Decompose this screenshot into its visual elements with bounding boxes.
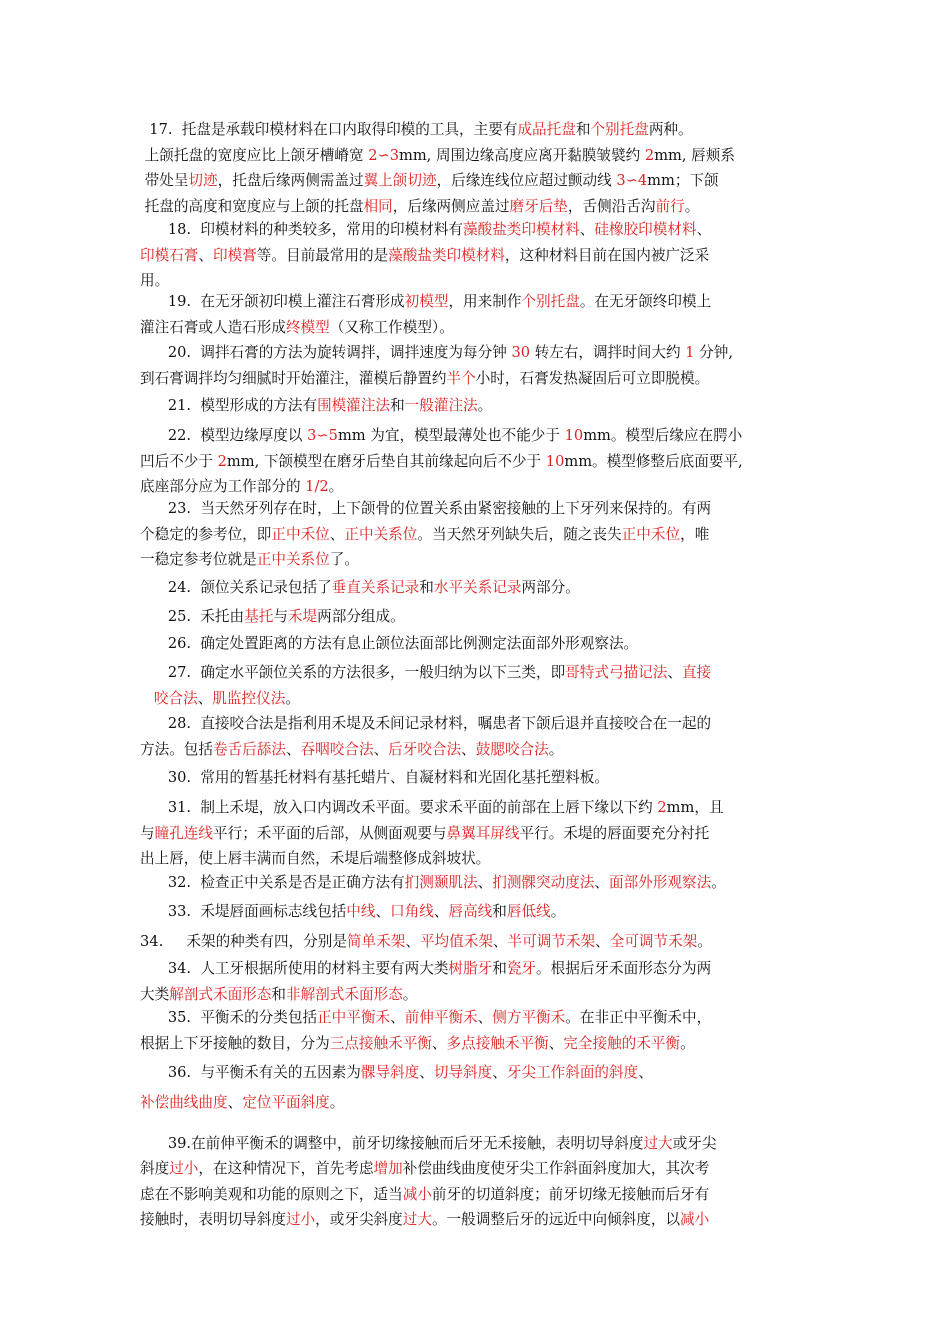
text-run: 小时，石膏发热凝固后可立即脱模。 bbox=[475, 369, 710, 387]
paragraph-p24 bbox=[140, 575, 812, 601]
highlighted-term: 围模灌注法 bbox=[317, 397, 391, 414]
highlighted-term: 唇低线 bbox=[506, 903, 551, 920]
text-line bbox=[140, 604, 812, 630]
text-line bbox=[140, 660, 812, 686]
text-line bbox=[140, 765, 812, 791]
highlighted-term: 相同 bbox=[363, 197, 393, 215]
highlighted-term: 切迹 bbox=[188, 172, 218, 189]
highlighted-term: 扪测颞肌法 bbox=[404, 874, 478, 891]
text-run: 方法。包括 bbox=[140, 740, 213, 758]
highlighted-term: 直接 bbox=[681, 664, 712, 681]
text-run: 、 bbox=[433, 903, 449, 920]
text-run: 、 bbox=[477, 1009, 493, 1026]
highlighted-term: 正中禾位 bbox=[621, 525, 681, 543]
highlighted-term: 切导斜度 bbox=[433, 1064, 493, 1081]
text-line bbox=[140, 393, 812, 419]
text-run: 、 bbox=[696, 221, 712, 238]
text-run: 、 bbox=[198, 246, 213, 264]
text-run: 了。 bbox=[329, 551, 359, 568]
highlighted-term: 禾 bbox=[300, 525, 316, 543]
text-run: ，舌侧沿舌沟 bbox=[567, 197, 656, 215]
text-run: mm, 周围边缘高度应离开黏膜皱襞约 bbox=[399, 146, 645, 164]
text-line bbox=[140, 899, 812, 925]
text-run: 一稳定参考位就是 bbox=[140, 551, 257, 568]
highlighted-term: 前伸平衡禾 bbox=[404, 1009, 478, 1026]
text-run: 灌注石膏或人造石形成 bbox=[140, 318, 286, 336]
text-run: 18. 印模材料的种类较多，常用的印模材料有 bbox=[140, 221, 464, 238]
highlighted-term: 2 bbox=[644, 146, 655, 164]
text-run: 与 bbox=[140, 824, 155, 842]
highlighted-term: 正中关系位 bbox=[256, 551, 330, 568]
text-run: ，用来制作 bbox=[448, 293, 522, 310]
text-run: 24. 颌位关系记录包括了 bbox=[140, 579, 332, 596]
paragraph-p25 bbox=[140, 604, 812, 630]
highlighted-term: 补偿曲线曲度 bbox=[140, 1094, 228, 1111]
text-line bbox=[140, 315, 812, 341]
text-line bbox=[140, 846, 812, 872]
text-run: 虑在不影响美观和功能的原则之下，适当 bbox=[140, 1185, 403, 1203]
text-run: 、 bbox=[461, 740, 476, 758]
text-run: 和 bbox=[492, 960, 507, 977]
highlighted-term: 哥特式弓描记法 bbox=[565, 664, 668, 681]
text-run: 底座部分应为工作部分的 bbox=[140, 478, 306, 495]
text-run: 转左右，调拌时间大约 bbox=[530, 344, 686, 361]
highlighted-term: 侧方平衡禾 bbox=[492, 1009, 566, 1026]
text-run: 用。 bbox=[140, 272, 170, 289]
text-run: 斜度 bbox=[140, 1160, 170, 1178]
text-run: 33. 禾堤唇面画标志线包括 bbox=[140, 903, 347, 920]
highlighted-term: 前行 bbox=[655, 197, 685, 215]
text-run: ，唯 bbox=[680, 525, 710, 543]
text-line bbox=[140, 168, 812, 194]
text-run: 托盘的高度和宽度应与上颌的托盘 bbox=[140, 197, 364, 215]
text-run: 。 bbox=[329, 1094, 345, 1111]
highlighted-term: 磨牙后垫 bbox=[509, 197, 568, 215]
highlighted-term: 印模石膏 bbox=[140, 246, 199, 264]
text-run: 出上唇，使上唇丰满而自然，禾堤后端整修成斜坡状。 bbox=[140, 850, 491, 867]
paragraph-p22 bbox=[140, 423, 812, 500]
text-line bbox=[140, 1031, 812, 1057]
paragraph-p34b bbox=[140, 956, 812, 1007]
highlighted-term: 卷舌后舔法 bbox=[212, 740, 286, 758]
text-run: 、 bbox=[227, 1094, 243, 1111]
text-run: 。 bbox=[711, 874, 726, 891]
text-line bbox=[140, 956, 812, 982]
highlighted-term: 口角线 bbox=[390, 903, 434, 920]
text-line bbox=[140, 423, 812, 449]
text-run: 27. 确定水平颌位关系的方法很多，一般归纳为以下三类，即 bbox=[140, 664, 566, 681]
text-run: 。在非正中平衡禾中， bbox=[565, 1009, 712, 1026]
highlighted-term: 过小 bbox=[285, 1210, 316, 1228]
text-run: 。在无牙颌终印模上 bbox=[579, 293, 712, 310]
highlighted-term: 吞咽咬合法 bbox=[300, 740, 374, 758]
text-line bbox=[140, 1156, 812, 1181]
paragraph-p33 bbox=[140, 899, 812, 925]
text-run: 分钟, bbox=[694, 344, 733, 361]
text-run: 39.在前伸平衡禾的调整中，前牙切缘接触而后牙无禾接触，表明切导斜度 bbox=[140, 1135, 644, 1152]
highlighted-term: 牙尖工作斜面的斜度 bbox=[506, 1064, 639, 1081]
text-line bbox=[140, 795, 812, 821]
highlighted-term: 唇高线 bbox=[448, 903, 493, 920]
text-run: 平行。禾堤的唇面要充分衬托 bbox=[519, 824, 710, 842]
text-run: 、 bbox=[594, 874, 610, 891]
text-run: 、 bbox=[373, 740, 389, 758]
highlighted-term: 个别托盘 bbox=[521, 293, 580, 310]
text-run: mm。模型后缘应在腭小 bbox=[583, 427, 743, 444]
text-run: 接触时，表明切导斜度 bbox=[140, 1210, 286, 1228]
paragraph-p23 bbox=[140, 496, 812, 573]
highlighted-term: 个别托盘 bbox=[590, 121, 649, 138]
text-run: 。一般调整后牙的远近中向倾斜度，以 bbox=[431, 1210, 681, 1228]
highlighted-term: 2∽3 bbox=[368, 146, 399, 164]
paragraph-p17 bbox=[140, 117, 812, 219]
highlighted-term: 初模型 bbox=[404, 293, 449, 310]
highlighted-term: 1/2 bbox=[305, 478, 329, 495]
highlighted-term: 瞳孔连线 bbox=[154, 824, 213, 842]
text-run: mm, 下颌模型在磨牙后垫自其前缘起向后不少于 bbox=[226, 452, 546, 470]
text-line bbox=[140, 117, 812, 143]
highlighted-term: 非解剖式禾面形态 bbox=[285, 985, 403, 1003]
highlighted-term: 2 bbox=[217, 452, 227, 470]
highlighted-term: 完全接触的禾平衡 bbox=[563, 1034, 681, 1052]
text-run: 和 bbox=[271, 985, 286, 1003]
highlighted-term: 肌监控仪法 bbox=[212, 689, 286, 707]
text-run: 17. 托盘是承载印模材料在口内取得印模的工具，主要有 bbox=[140, 121, 518, 138]
text-line bbox=[140, 289, 812, 315]
highlighted-term: 中线 bbox=[346, 903, 376, 920]
text-run: 、 bbox=[595, 933, 610, 950]
highlighted-term: 一般灌注法 bbox=[404, 397, 478, 414]
highlighted-term: 简单禾架 bbox=[346, 933, 406, 950]
paragraph-p27 bbox=[140, 660, 812, 711]
paragraph-p31 bbox=[140, 795, 812, 872]
text-run: 32. 检查正中关系是否是正确方法有 bbox=[140, 874, 405, 891]
highlighted-term: 1 bbox=[685, 344, 695, 361]
text-line bbox=[140, 929, 812, 955]
text-run: 、 bbox=[667, 664, 682, 681]
text-run: 。 bbox=[697, 933, 712, 950]
text-line bbox=[140, 366, 812, 392]
highlighted-term: 多点接触禾平衡 bbox=[446, 1034, 549, 1052]
text-run: ，或牙尖斜度 bbox=[315, 1210, 403, 1228]
highlighted-term: 扪测髁突动度法 bbox=[492, 874, 595, 891]
highlighted-term: 髁导斜度 bbox=[360, 1064, 420, 1081]
paragraph-p20 bbox=[140, 340, 812, 391]
text-run: mm，且 bbox=[666, 799, 724, 816]
paragraph-p18 bbox=[140, 217, 812, 294]
text-run: 、 bbox=[285, 740, 301, 758]
text-line bbox=[140, 194, 812, 220]
highlighted-term: 水平关系记录 bbox=[433, 579, 522, 596]
text-run: 34. 人工牙根据所使用的材料主要有两大类 bbox=[140, 960, 449, 977]
text-line bbox=[140, 821, 812, 847]
highlighted-term: 成品托盘 bbox=[517, 121, 576, 138]
text-line bbox=[140, 1088, 812, 1118]
text-run: 两部分组成。 bbox=[317, 608, 405, 625]
highlighted-term: 全可调节禾架 bbox=[609, 933, 698, 950]
text-run: 。 bbox=[477, 397, 493, 414]
text-run: 与 bbox=[273, 608, 288, 625]
text-run: mm；下颌 bbox=[647, 172, 719, 189]
highlighted-term: 瓷牙 bbox=[506, 960, 537, 977]
text-run: 26. 确定处置距离的方法有息止颌位法面部比例测定法面部外形观察法。 bbox=[140, 635, 639, 652]
text-run: 23. 当天然牙列存在时，上下颌骨的位置关系由紧密接触的上下牙列来保持的。有两 bbox=[140, 500, 712, 517]
text-line bbox=[140, 340, 812, 366]
highlighted-term: 正中 bbox=[271, 525, 301, 543]
highlighted-term: 10 bbox=[564, 427, 584, 444]
text-run: 35. 平衡禾的分类包括 bbox=[140, 1009, 318, 1026]
text-run: 、 bbox=[548, 1034, 564, 1052]
text-run: 补偿曲线曲度使牙尖工作斜面斜度加大，其次考 bbox=[402, 1160, 710, 1178]
highlighted-term: 正中平衡禾 bbox=[317, 1009, 391, 1026]
text-run: 和 bbox=[419, 579, 434, 596]
text-line bbox=[140, 982, 812, 1008]
text-run: 、 bbox=[375, 903, 391, 920]
highlighted-term: 后牙咬合法 bbox=[388, 740, 462, 758]
text-run: ，在这种情况下，首先考虑 bbox=[198, 1160, 374, 1178]
highlighted-term: 鼓腮咬合法 bbox=[475, 740, 549, 758]
highlighted-term: 半个 bbox=[446, 369, 476, 387]
text-run: （又称工作模型）。 bbox=[329, 318, 454, 336]
highlighted-term: 禾堤 bbox=[287, 608, 318, 625]
highlighted-term: 面部外形观察法 bbox=[609, 874, 712, 891]
text-run: mm。模型修整后底面要平, bbox=[564, 452, 743, 470]
text-line bbox=[140, 1058, 812, 1088]
text-run: ，后缘连线位应超过颤动线 bbox=[436, 172, 617, 189]
text-run: 。 bbox=[684, 197, 700, 215]
text-line bbox=[140, 217, 812, 243]
highlighted-term: 过小 bbox=[169, 1160, 199, 1178]
highlighted-term: 三点接触禾平衡 bbox=[329, 1034, 432, 1052]
text-run: 。根据后牙禾面形态分为两 bbox=[536, 960, 712, 977]
paragraph-p39 bbox=[140, 1131, 812, 1232]
text-run: 20. 调拌石膏的方法为旋转调拌，调拌速度为每分钟 bbox=[140, 344, 512, 361]
highlighted-term: 半可调节禾架 bbox=[507, 933, 596, 950]
text-run: ，托盘后缘两侧需盖过 bbox=[217, 172, 364, 189]
text-run: ，这种材料目前在国内被广泛采 bbox=[504, 246, 710, 264]
text-line bbox=[140, 737, 812, 763]
highlighted-term: 定位平面斜度 bbox=[242, 1094, 330, 1111]
text-run: 根据上下牙接触的数目，分为 bbox=[140, 1034, 330, 1052]
highlighted-term: 减小 bbox=[680, 1210, 710, 1228]
text-run: 。当天然牙列缺失后，随之丧失 bbox=[417, 525, 622, 543]
text-run: 或牙尖 bbox=[672, 1135, 717, 1152]
highlighted-term: 30 bbox=[511, 344, 531, 361]
highlighted-term: 10 bbox=[545, 452, 565, 470]
text-run: 和 bbox=[492, 903, 507, 920]
highlighted-term: 解剖式禾面形态 bbox=[169, 985, 272, 1003]
text-run: 等。目前最常用的是 bbox=[256, 246, 389, 264]
text-run: 、 bbox=[390, 1009, 405, 1026]
highlighted-term: 树脂牙 bbox=[448, 960, 493, 977]
text-run: 、 bbox=[492, 933, 508, 950]
text-run: 28. 直接咬合法是指利用禾堤及禾间记录材料，嘱患者下颌后退并直接咬合在一起的 bbox=[140, 715, 712, 732]
highlighted-term: 鼻翼耳屏线 bbox=[446, 824, 520, 842]
text-line bbox=[140, 870, 812, 896]
text-run: 和 bbox=[390, 397, 405, 414]
text-run: 前牙的切道斜度；前牙切缘无接触而后牙有 bbox=[431, 1185, 710, 1203]
highlighted-term: 3∽5 bbox=[307, 427, 338, 444]
highlighted-term: 咬合法 bbox=[153, 689, 198, 707]
paragraph-p26 bbox=[140, 631, 812, 657]
highlighted-term: 增加 bbox=[373, 1160, 403, 1178]
text-line bbox=[140, 575, 812, 601]
text-run: 、 bbox=[638, 1064, 653, 1081]
paragraph-p30 bbox=[140, 765, 812, 791]
text-run: 。 bbox=[680, 1034, 695, 1052]
highlighted-term: 2 bbox=[657, 799, 667, 816]
text-run: 平行；禾平面的后部，从侧面观要与 bbox=[213, 824, 447, 842]
highlighted-term: 垂直关系记录 bbox=[331, 579, 420, 596]
highlighted-term: 正中关系位 bbox=[344, 525, 418, 543]
text-run: 、 bbox=[197, 689, 213, 707]
text-run: 25. 禾托由 bbox=[140, 608, 245, 625]
text-line bbox=[140, 631, 812, 657]
text-run: 、 bbox=[477, 874, 493, 891]
highlighted-term: 基托 bbox=[244, 608, 274, 625]
text-run: 。 bbox=[550, 903, 566, 920]
highlighted-term: 位 bbox=[315, 525, 330, 543]
text-line bbox=[140, 1182, 812, 1207]
highlighted-term: 藻酸盐类印模材料 bbox=[388, 246, 505, 264]
text-run: 。 bbox=[402, 985, 418, 1003]
text-run: 30. 常用的暂基托材料有基托蜡片、自凝材料和光固化基托塑料板。 bbox=[140, 769, 609, 786]
text-run: 带处呈 bbox=[140, 172, 189, 189]
highlighted-term: 硅橡胶印模材料 bbox=[594, 221, 697, 238]
text-run: 到石膏调拌均匀细腻时开始灌注，灌模后静置约 bbox=[140, 369, 447, 387]
highlighted-term: 减小 bbox=[402, 1185, 432, 1203]
text-run: 个稳定的参考位，即 bbox=[140, 525, 272, 543]
highlighted-term: 藻酸盐类印模材料 bbox=[463, 221, 580, 238]
text-run: 、 bbox=[405, 933, 420, 950]
text-line bbox=[140, 496, 812, 522]
text-run: 、 bbox=[492, 1064, 507, 1081]
text-line bbox=[140, 711, 812, 737]
text-run: 21. 模型形成的方法有 bbox=[140, 397, 318, 414]
text-run: 上颌托盘的宽度应比上颌牙槽嵴宽 bbox=[140, 146, 369, 164]
text-run: 两种。 bbox=[648, 121, 693, 138]
text-run: 22. 模型边缘厚度以 bbox=[140, 427, 308, 444]
text-line bbox=[140, 243, 812, 269]
text-line bbox=[140, 1207, 812, 1232]
paragraph-p28 bbox=[140, 711, 812, 762]
text-line bbox=[140, 547, 812, 573]
text-run: 34. 禾架的种类有四，分别是 bbox=[140, 933, 347, 950]
text-line bbox=[140, 449, 812, 475]
text-run: 、 bbox=[329, 525, 345, 543]
highlighted-term: 过大 bbox=[402, 1210, 432, 1228]
text-run: 19. 在无牙颌初印模上灌注石膏形成 bbox=[140, 293, 405, 310]
paragraph-p32 bbox=[140, 870, 812, 896]
text-run: 凹后不少于 bbox=[140, 452, 218, 470]
text-run: 。 bbox=[328, 478, 344, 495]
text-line bbox=[140, 686, 812, 712]
text-run: 两部分。 bbox=[521, 579, 580, 596]
text-line bbox=[140, 143, 812, 169]
paragraph-p35 bbox=[140, 1005, 812, 1056]
paragraph-p19 bbox=[140, 289, 812, 340]
text-run: 、 bbox=[431, 1034, 447, 1052]
text-run: ，后缘两侧应盖过 bbox=[392, 197, 510, 215]
text-line bbox=[140, 1005, 812, 1031]
highlighted-term: 翼上颌切迹 bbox=[363, 172, 437, 189]
text-run bbox=[140, 690, 154, 707]
text-run: mm, 唇颊系 bbox=[654, 146, 735, 164]
text-run: 、 bbox=[579, 221, 595, 238]
text-run: 大类 bbox=[140, 985, 170, 1003]
highlighted-term: 终模型 bbox=[285, 318, 330, 336]
highlighted-term: 平均值禾架 bbox=[419, 933, 493, 950]
text-line bbox=[140, 522, 812, 548]
text-run: 。 bbox=[285, 689, 300, 707]
text-line bbox=[140, 1131, 812, 1156]
text-run: 31. 制上禾堤，放入口内调改禾平面。要求禾平面的前部在上唇下缘以下约 bbox=[140, 799, 658, 816]
highlighted-term: 印模膏 bbox=[213, 246, 257, 264]
text-run: 和 bbox=[575, 121, 591, 138]
highlighted-term: 3∽4 bbox=[616, 172, 648, 189]
highlighted-term: 过大 bbox=[643, 1135, 673, 1152]
paragraph-p36 bbox=[140, 1058, 812, 1118]
paragraph-p21 bbox=[140, 393, 812, 419]
text-run: 、 bbox=[419, 1064, 434, 1081]
paragraph-p34a bbox=[140, 929, 812, 955]
text-run: mm 为宜，模型最薄处也不能少于 bbox=[337, 427, 565, 444]
text-run: 。 bbox=[548, 740, 564, 758]
text-run: 36. 与平衡禾有关的五因素为 bbox=[140, 1064, 361, 1081]
